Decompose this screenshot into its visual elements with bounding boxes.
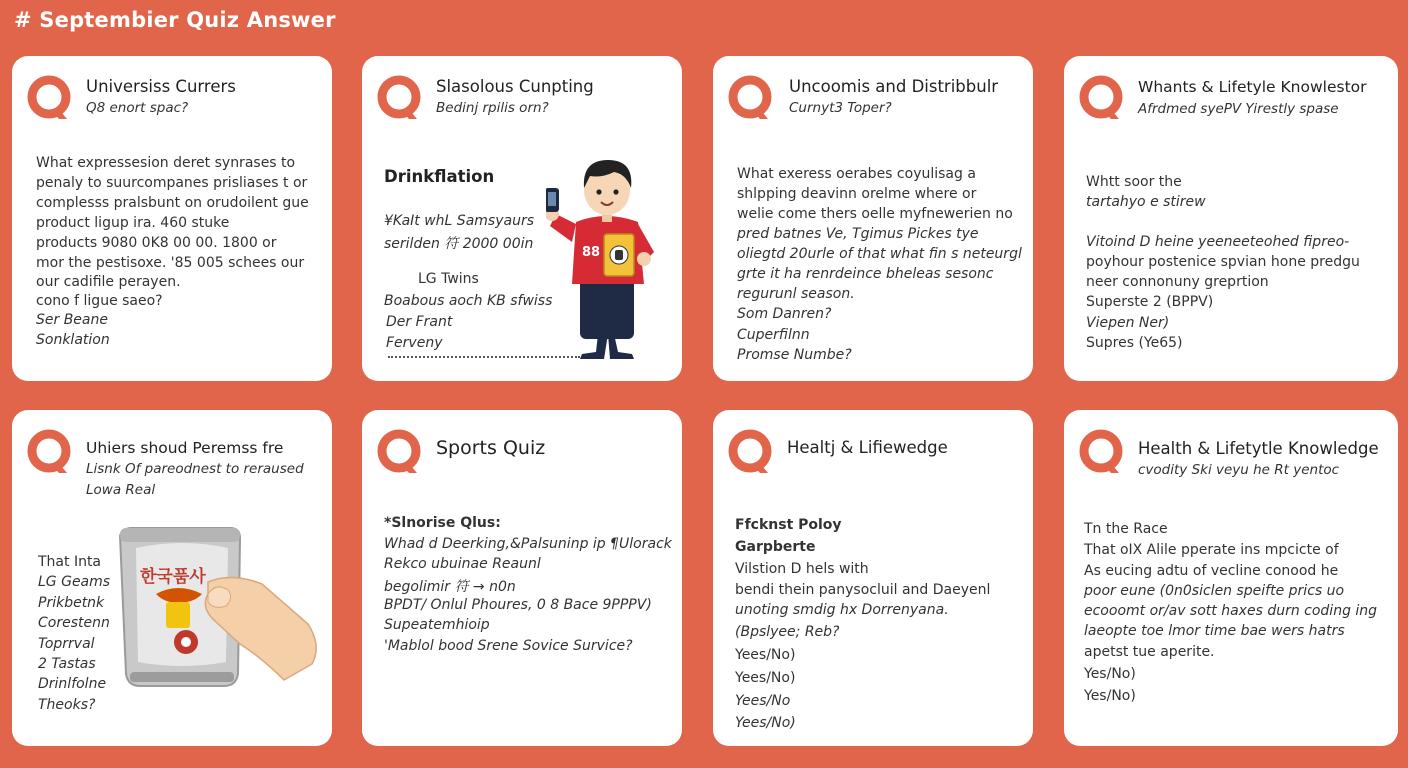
card-heading: Drinkflation <box>384 167 495 186</box>
card-line: Tn the Race <box>1084 521 1168 537</box>
card-line: Prikbetnk <box>38 595 105 611</box>
card-line: Cuperfilnn <box>737 327 810 343</box>
card-line: unoting smdig hx Dorrenyana. <box>735 602 949 618</box>
quiz-card-korean-snack[interactable] <box>12 410 332 746</box>
card-subtitle: Bedinj rpilis orn? <box>436 100 549 116</box>
card-subtitle: Q8 enort spac? <box>86 100 189 116</box>
card-line: 2 Tastas <box>38 656 96 672</box>
card-line: Corestenn <box>38 615 110 631</box>
quiz-card-health-lifestyle-2[interactable] <box>1064 410 1398 746</box>
fan-boy-illustration <box>546 152 666 367</box>
q-icon <box>727 428 775 476</box>
card-line: That Inta <box>38 554 102 570</box>
card-line: LG Twins <box>418 271 479 287</box>
page-title: # Septembier Quiz Answer <box>14 8 336 32</box>
snack-bag-illustration <box>112 524 322 699</box>
card-line: *Slnorise Qlus: <box>384 515 501 531</box>
card-line: product ligup ira. 460 stuke <box>36 215 230 231</box>
card-title: Universiss Currers <box>86 77 236 96</box>
card-line: Der Frant <box>386 314 453 330</box>
card-title: Health & Lifetytle Knowledge <box>1138 439 1379 458</box>
card-line: serilden 符 2000 00in <box>384 236 534 252</box>
answer-option[interactable]: Yees/No) <box>735 647 796 663</box>
q-icon <box>26 74 74 122</box>
card-line: neer connonuny greprtion <box>1086 274 1269 290</box>
card-subtitle-2: Lowa Real <box>86 482 156 498</box>
card-line: LG Geams <box>38 574 111 590</box>
card-line: What expressesion deret synrases to <box>36 155 296 171</box>
card-line: Supeatemhioip <box>384 617 490 633</box>
card-line: Theoks? <box>38 697 96 713</box>
card-line: Ser Beane <box>36 312 108 328</box>
shirt-number: 88 <box>582 245 601 260</box>
card-line: apetst tue aperite. <box>1084 644 1215 660</box>
quiz-card-universal-currency[interactable] <box>12 56 332 381</box>
card-line: welie come thers oelle myfnewerien no <box>737 206 1013 222</box>
card-line: Sonklation <box>36 332 110 348</box>
q-icon <box>376 74 424 122</box>
card-line: mor the pestisoxe. '85 005 schees our <box>36 255 305 271</box>
card-title: Slasolous Cunpting <box>436 77 594 96</box>
q-icon <box>1078 428 1126 476</box>
card-title: Uhiers shoud Peremss fre <box>86 439 284 457</box>
quiz-card-health-lifestyle[interactable] <box>1064 56 1398 381</box>
q-icon <box>1078 74 1126 122</box>
card-line: Som Danren? <box>737 306 832 322</box>
card-line: BPDT/ Onlul Phoures, 0 8 Bace 9PPPV) <box>384 597 652 613</box>
card-line: 'Mablol bood Srene Sovice Survice? <box>384 638 633 654</box>
card-line: shlpping deavinn orelme where or <box>737 186 977 202</box>
card-line: Vilstion D hels with <box>735 561 869 577</box>
quiz-card-drinkflation[interactable] <box>362 56 682 381</box>
card-line: Promse Numbe? <box>737 347 852 363</box>
answer-option[interactable]: Yees/No <box>735 693 791 709</box>
card-line: regurunl season. <box>737 286 855 302</box>
card-line: Vitoind D heine yeeneeteohed fipreo- <box>1086 234 1350 250</box>
card-line: (Bpslyee; Reb? <box>735 624 840 640</box>
card-line: Toprrval <box>38 636 95 652</box>
card-line: Rekco ubuinae Reaunl <box>384 556 541 572</box>
card-subtitle: Curnyt3 Toper? <box>789 100 892 116</box>
card-subtitle: Lisnk Of pareodnest to reraused <box>86 461 304 477</box>
card-line: pred batnes Ve, Tgimus Pickes tye <box>737 226 979 242</box>
card-subtitle: cvodity Ski veyu he Rt yentoc <box>1138 462 1340 478</box>
card-line: oliegtd 20urle of that what fin s neteurgl <box>737 246 1022 262</box>
card-line: Whtt soor the <box>1086 174 1182 190</box>
card-line: poor eune (0n0siclen speifte prics uo <box>1084 583 1345 599</box>
card-line: Viepen Ner) <box>1086 315 1170 331</box>
card-line: bendi thein panysocluil and Daeyenl <box>735 582 991 598</box>
card-title: Healtj & Lifiewedge <box>787 438 948 457</box>
card-title: Uncoomis and Distribbulr <box>789 77 999 96</box>
quiz-card-health-knowledge[interactable] <box>713 410 1033 746</box>
card-line: Ffcknst Poloy <box>735 517 842 533</box>
card-subtitle: Afrdmed syePV Yirestly spase <box>1138 101 1339 117</box>
card-line: Garpberte <box>735 539 816 555</box>
answer-option[interactable]: Yes/No) <box>1084 666 1136 682</box>
card-line: As eucing adtu of vecline conood he <box>1084 563 1339 579</box>
q-icon <box>376 428 424 476</box>
card-title: Sports Quiz <box>436 437 546 459</box>
bag-label: 한국품사 <box>140 567 206 587</box>
q-icon <box>727 74 775 122</box>
card-line: What exeress oerabes coyulisag a <box>737 166 976 182</box>
card-line: tartahyo e stirew <box>1086 194 1206 210</box>
card-line: Supres (Ye65) <box>1086 335 1183 351</box>
card-line: Boabous aoch KB sfwiss <box>384 293 553 309</box>
card-line: ¥KaIt whL Samsyaurs <box>384 213 534 229</box>
answer-option[interactable]: Yees/No) <box>735 715 796 731</box>
card-line: That oIX Alile pperate ins mpcicte of <box>1084 542 1339 558</box>
card-line: ecooomt or/av sott haxes durn coding ing <box>1084 603 1378 619</box>
card-line: poyhour postenice spvian hone predgu <box>1086 254 1360 270</box>
card-line: complesss pralsbunt on orudoilent gue <box>36 195 309 211</box>
card-line: Ferveny <box>386 335 443 351</box>
answer-option[interactable]: Yes/No) <box>1084 688 1136 704</box>
card-line: grte it ha renrdeince bheleas sesonc <box>737 266 994 282</box>
card-title: Whants & Lifetyle Knowlestor <box>1138 78 1367 96</box>
q-icon <box>26 428 74 476</box>
card-line: Drinlfolne <box>38 676 107 692</box>
card-line: products 9080 0K8 00 00. 1800 or <box>36 235 277 251</box>
quiz-card-sports[interactable] <box>362 410 682 746</box>
card-line: our cadifile perayen. <box>36 274 181 290</box>
card-line: cono f ligue saeo? <box>36 293 163 309</box>
card-line: penaly to suurcompanes prisliases t or <box>36 175 308 191</box>
card-line: begolimir 符 → n0n <box>384 579 516 595</box>
card-line: laeopte toe lmor time bae wers hatrs <box>1084 623 1345 639</box>
card-line: Whad d Deerking,&Palsuninp ip ¶Ulorack <box>384 536 672 552</box>
card-line: Superste 2 (BPPV) <box>1086 294 1214 310</box>
answer-option[interactable]: Yees/No) <box>735 670 796 686</box>
quiz-card-economics[interactable] <box>713 56 1033 381</box>
